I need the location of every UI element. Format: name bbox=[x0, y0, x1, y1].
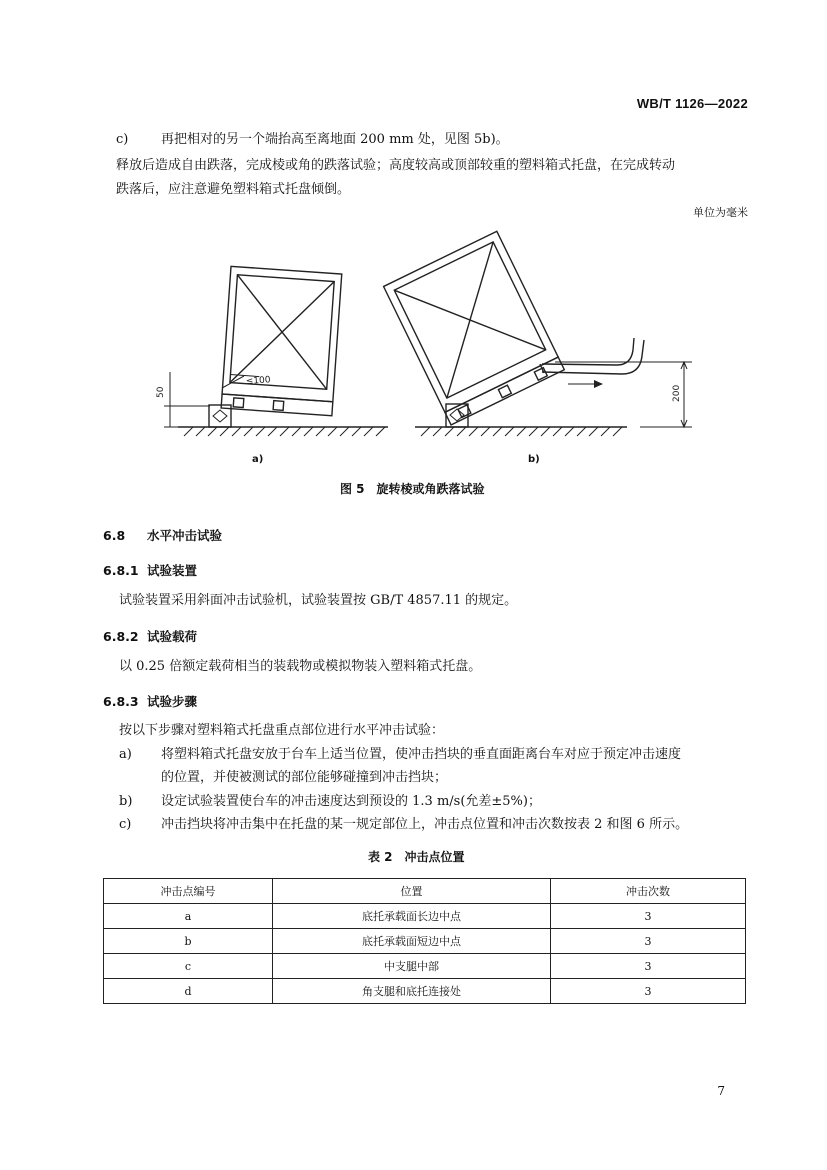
section-number: 6.8 bbox=[103, 528, 126, 543]
table-header-cell: 冲击次数 bbox=[551, 879, 746, 904]
table-cell: d bbox=[104, 979, 273, 1004]
section-heading-6-8-1 bbox=[103, 561, 197, 579]
table-cell: 底托承载面短边中点 bbox=[273, 929, 551, 954]
section-6-8-1-text: 试验装置采用斜面冲击试验机，试验装置按 GB/T 4857.11 的规定。 bbox=[119, 593, 518, 608]
page-number: 7 bbox=[717, 1084, 725, 1098]
step-a-marker: a) bbox=[119, 747, 132, 762]
ground-hatch-a bbox=[184, 427, 385, 436]
figure-label-a: a) bbox=[252, 454, 264, 465]
step-c-line-1: 冲击挡块将冲击集中在托盘的某一规定部位上，冲击点位置和冲击次数按表 2 和图 6 所示。 bbox=[161, 817, 689, 832]
ground-hatch-b bbox=[421, 427, 622, 436]
paragraph-line-1: 释放后造成自由跌落，完成棱或角的跌落试验；高度较高或顶部较重的塑料箱式托盘，在完成转动 bbox=[116, 158, 676, 173]
step-b-marker: b) bbox=[119, 794, 133, 809]
table-cell: 3 bbox=[551, 904, 746, 929]
dim-200-label: 200 bbox=[672, 384, 682, 402]
section-6-8-2-text: 以 0.25 倍额定载荷相当的装载物或模拟物装入塑料箱式托盘。 bbox=[119, 659, 482, 674]
section-number: 6.8.1 bbox=[103, 563, 139, 578]
dim-50-label: 50 bbox=[156, 386, 166, 398]
item-c-marker: c) bbox=[116, 132, 129, 147]
figure-caption: 图 5 旋转棱或角跌落试验 bbox=[340, 482, 485, 496]
table-header-cell: 冲击点编号 bbox=[104, 879, 273, 904]
tilted-box-b bbox=[384, 231, 565, 425]
table-cell: 中支腿中部 bbox=[273, 954, 551, 979]
table-row bbox=[104, 929, 746, 954]
table-row bbox=[104, 904, 746, 929]
table-header-row bbox=[104, 879, 746, 904]
step-a-line-2: 的位置，并使被测试的部位能够碰撞到冲击挡块； bbox=[161, 770, 448, 785]
section-6-8-3-intro: 按以下步骤对塑料箱式托盘重点部位进行水平冲击试验： bbox=[119, 723, 445, 738]
table-cell: 底托承载面长边中点 bbox=[273, 904, 551, 929]
step-b-line-1: 设定试验装置使台车的冲击速度达到预设的 1.3 m/s(允差±5%)； bbox=[161, 794, 541, 809]
item-c-text: 再把相对的另一个端抬高至离地面 200 mm 处，见图 5b)。 bbox=[161, 132, 509, 147]
section-title: 试验装置 bbox=[147, 563, 198, 578]
table-cell: 3 bbox=[551, 954, 746, 979]
table-row bbox=[104, 954, 746, 979]
section-title: 试验载荷 bbox=[147, 629, 198, 644]
table-cell: c bbox=[104, 954, 273, 979]
step-c-marker: c) bbox=[119, 817, 132, 832]
step-a-line-1: 将塑料箱式托盘安放于台车上适当位置，使冲击挡块的垂直面距离台车对应于预定冲击速度 bbox=[161, 747, 682, 762]
table-cell: a bbox=[104, 904, 273, 929]
table-cell: 3 bbox=[551, 979, 746, 1004]
table-cell: b bbox=[104, 929, 273, 954]
unit-note: 单位为毫米 bbox=[693, 206, 748, 219]
section-heading-6-8-2 bbox=[103, 627, 197, 645]
section-number: 6.8.2 bbox=[103, 629, 139, 644]
table-caption: 表 2 冲击点位置 bbox=[368, 850, 465, 864]
figure-5-drawing bbox=[0, 0, 827, 520]
section-heading-6-8 bbox=[103, 526, 222, 544]
table-row bbox=[104, 979, 746, 1004]
table-header-cell: 位置 bbox=[273, 879, 551, 904]
standard-number: WB/T 1126—2022 bbox=[636, 96, 748, 111]
section-number: 6.8.3 bbox=[103, 694, 139, 709]
tilted-box-a bbox=[221, 266, 342, 415]
figure-label-b: b) bbox=[528, 454, 540, 465]
dim-100-label: ≤100 bbox=[245, 375, 271, 387]
section-heading-6-8-3 bbox=[103, 692, 197, 710]
paragraph-line-2: 跌落后，应注意避免塑料箱式托盘倾倒。 bbox=[116, 182, 351, 197]
impact-point-table bbox=[103, 878, 746, 1004]
table-cell: 3 bbox=[551, 929, 746, 954]
section-title: 试验步骤 bbox=[147, 694, 198, 709]
table-cell: 角支腿和底托连接处 bbox=[273, 979, 551, 1004]
section-title: 水平冲击试验 bbox=[147, 528, 223, 543]
